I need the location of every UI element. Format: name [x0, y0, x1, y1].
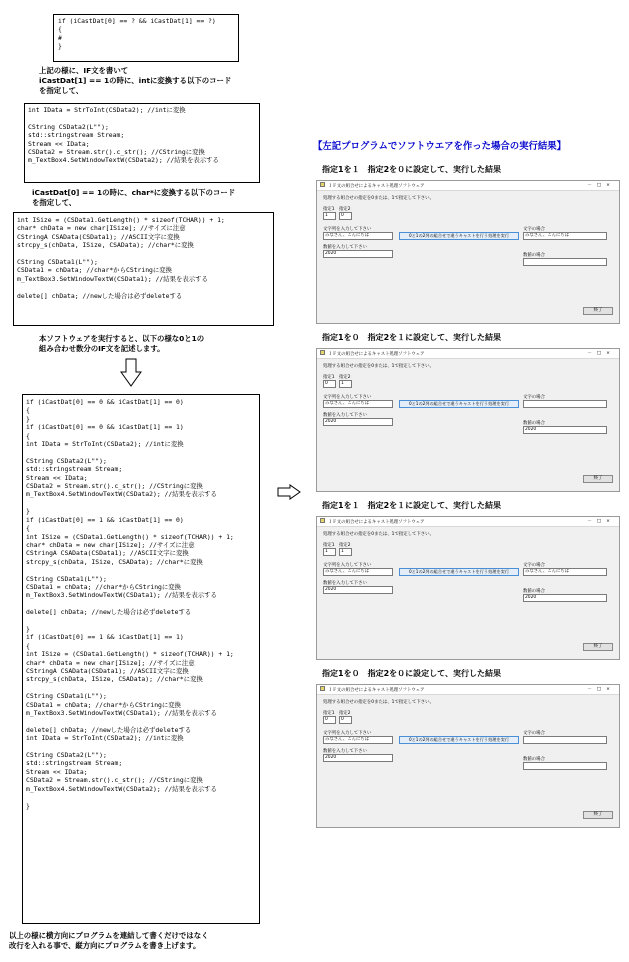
code-box-char-convert [13, 212, 274, 326]
int-result-label: 数値の場合 [523, 253, 545, 258]
int-result-field[interactable] [523, 258, 607, 266]
char-result-label: 文字の場合 [523, 395, 545, 400]
number-input[interactable]: 2020 [323, 250, 393, 258]
note-summary: 以上の様に横方向にプログラムを連結して書くだけではなく 改行を入れる事で、縦方向にプログラムを書き上げます。 [9, 931, 209, 950]
char-result-field[interactable] [523, 400, 607, 408]
app-window [316, 684, 620, 828]
number-input[interactable]: 2020 [323, 754, 393, 762]
spec1-input[interactable]: 0 [323, 716, 336, 724]
spec1-input[interactable]: 1 [323, 548, 336, 556]
instruction-label: 処理する組合せの指定を0または、1で指定して下さい。 [323, 700, 434, 705]
code-char-convert: int ISize = (CSData1.GetLength() * sizeof(TCHAR)) + 1; char* chData = new char[ISize]; //サイズに注意 CStringA CSAData(CSData1); //ASCII文字に変換 strcpy_s(chData, ISize, CSAData); //char*に変換 CString CSData1(L""); CSData1 = chData; //char*からCStringに変換 m_TextBox3.SetWindowTextW(CSData1); //結果を表示する delete[] chData; //newした場合は必ずdeleteする [17, 216, 225, 300]
spec2-label: 指定2 [339, 375, 351, 380]
result-case-title: 指定1を１ 指定2を０に設定して、実行した結果 [322, 165, 501, 174]
spec2-input[interactable]: 1 [339, 380, 352, 388]
app-icon [320, 518, 325, 523]
window-titlebar[interactable] [317, 349, 619, 359]
int-result-field[interactable]: 2020 [523, 594, 607, 602]
string-input-label: 文字列を入力して下さい [323, 731, 372, 736]
result-case-title: 指定1を０ 指定2を０に設定して、実行した結果 [322, 669, 501, 678]
spec2-label: 指定2 [339, 207, 351, 212]
result-case-title: 指定1を１ 指定2を１に設定して、実行した結果 [322, 501, 501, 510]
int-result-field[interactable] [523, 762, 607, 770]
note-int-instruction: 上記の様に、IF文を書いて iCastDat[1] == 1の時に、intに変換する以下のコード を指定して、 [39, 66, 232, 95]
spec1-input[interactable]: 0 [323, 380, 336, 388]
exit-button[interactable]: 終了 [583, 643, 613, 651]
app-icon [320, 182, 325, 187]
run-button[interactable]: 0と1の2列の組合せで違うキャストを行う処理を実行 [399, 232, 519, 240]
char-result-field[interactable]: みなさん、こんにちは [523, 568, 607, 576]
spec2-label: 指定2 [339, 543, 351, 548]
code-box-int-convert [24, 103, 260, 183]
code-box-combined [22, 394, 260, 924]
instruction-label: 処理する組合せの指定を0または、1で指定して下さい。 [323, 196, 434, 201]
spec1-label: 指定1 [323, 543, 335, 548]
string-input-label: 文字列を入力して下さい [323, 395, 372, 400]
spec2-input[interactable]: 0 [339, 716, 352, 724]
window-controls-icon[interactable]: －□× [587, 183, 615, 188]
char-result-label: 文字の場合 [523, 227, 545, 232]
window-controls-icon[interactable]: －□× [587, 351, 615, 356]
run-button[interactable]: 0と1の2列の組合せで違うキャストを行う処理を実行 [399, 568, 519, 576]
app-icon [320, 686, 325, 691]
exit-button[interactable]: 終了 [583, 475, 613, 483]
char-result-label: 文字の場合 [523, 563, 545, 568]
window-titlebar[interactable] [317, 517, 619, 527]
arrow-right-icon [277, 484, 301, 500]
spec1-label: 指定1 [323, 375, 335, 380]
number-input-label: 数値を入力して下さい [323, 413, 367, 418]
app-window [316, 180, 620, 324]
string-input[interactable]: みなさん、こんにちは [323, 568, 393, 576]
number-input-label: 数値を入力して下さい [323, 749, 367, 754]
char-result-field[interactable]: みなさん、こんにちは [523, 232, 607, 240]
spec2-label: 指定2 [339, 711, 351, 716]
app-window [316, 516, 620, 660]
results-heading: 【左記プログラムでソフトウエアを作った場合の実行結果】 [313, 141, 567, 152]
note-char-instruction: iCastDat[0] == 1の時に、char*に変換する以下のコード を指定して、 [32, 188, 236, 207]
window-controls-icon[interactable]: －□× [587, 687, 615, 692]
int-result-label: 数値の場合 [523, 421, 545, 426]
int-result-label: 数値の場合 [523, 757, 545, 762]
window-title: ＩＦ文の組合せによるキャスト処理ソフトウェア [328, 687, 425, 693]
string-input[interactable]: みなさん、こんにちは [323, 232, 393, 240]
result-case-title: 指定1を０ 指定2を１に設定して、実行した結果 [322, 333, 501, 342]
instruction-label: 処理する組合せの指定を0または、1で指定して下さい。 [323, 532, 434, 537]
window-title: ＩＦ文の組合せによるキャスト処理ソフトウェア [328, 183, 425, 189]
exit-button[interactable]: 終了 [583, 307, 613, 315]
run-button[interactable]: 0と1の2列の組合せで違うキャストを行う処理を実行 [399, 736, 519, 744]
int-result-label: 数値の場合 [523, 589, 545, 594]
window-titlebar[interactable] [317, 685, 619, 695]
note-combination: 本ソフトウェアを実行すると、以下の様な0と1の 組み合わせ数分のIF文を記述します。 [39, 334, 205, 353]
window-title: ＩＦ文の組合せによるキャスト処理ソフトウェア [328, 351, 425, 357]
exit-button[interactable]: 終了 [583, 811, 613, 819]
spec1-label: 指定1 [323, 711, 335, 716]
number-input[interactable]: 2020 [323, 586, 393, 594]
number-input-label: 数値を入力して下さい [323, 245, 367, 250]
number-input-label: 数値を入力して下さい [323, 581, 367, 586]
app-window [316, 348, 620, 492]
spec2-input[interactable]: 1 [339, 548, 352, 556]
spec1-label: 指定1 [323, 207, 335, 212]
app-icon [320, 350, 325, 355]
run-button[interactable]: 0と1の2列の組合せで違うキャストを行う処理を実行 [399, 400, 519, 408]
instruction-label: 処理する組合せの指定を0または、1で指定して下さい。 [323, 364, 434, 369]
char-result-label: 文字の場合 [523, 731, 545, 736]
spec2-input[interactable]: 0 [339, 212, 352, 220]
char-result-field[interactable] [523, 736, 607, 744]
code-int-convert: int IData = StrToInt(CSData2); //intに変換 CString CSData2(L""); std::stringstream Stream; Stream << IData; CSData2 = Stream.str().c_str(); //CStringに変換 m_TextBox4.SetWindowTextW(CSData2); //結果を表示する [28, 106, 219, 165]
int-result-field[interactable]: 2020 [523, 426, 607, 434]
code-box-top-if [53, 14, 239, 62]
number-input[interactable]: 2020 [323, 418, 393, 426]
window-controls-icon[interactable]: －□× [587, 519, 615, 524]
string-input[interactable]: みなさん、こんにちは [323, 400, 393, 408]
arrow-down-icon [120, 358, 142, 388]
string-input-label: 文字列を入力して下さい [323, 227, 372, 232]
code-combined: if (iCastDat[0] == 0 && iCastDat[1] == 0) { } if (iCastDat[0] == 0 && iCastDat[1] == 1) { int IData = StrToInt(CSData2); //intに変換 CString CSData2(L""); std::stringstream Stream; Stream << IData; CSData2 = Stream.str().c_str(); //CStringに変換 m_TextBox4.SetWindowTextW(CSData2); //結果を表示する } if (iCastDat[0] == 1 && iCastDat[1] == 0) { int ISize = (CSData1.GetLength() * sizeof(TCHAR)) + 1; char* chData = new char[ISize]; //サイズに注意 CStringA CSAData(CSData1); //ASCII文字に変換 strcpy_s(chData, ISize, CSAData); //char*に変換 CString CSData1(L""); CSData1 = chData; //char*からCStringに変換 m_TextBox3.SetWindowTextW(CSData1); //結果を表示する delete[] chData; //newした場合は必ずdeleteする } if (iCastDat[0] == 1 && iCastDat[1] == 1) { int ISize = (CSData1.GetLength() * sizeof(TCHAR)) + 1; char* chData = new char[ISize]; //サイズに注意 CStringA CSAData(CSData1); //ASCII文字に変換 strcpy_s(chData, ISize, CSAData); //char*に変換 CString CSData1(L""); CSData1 = chData; //char*からCStringに変換 m_TextBox3.SetWindowTextW(CSData1); //結果を表示する delete[] chData; //newした場合は必ずdeleteする int IData = StrToInt(CSData2); //intに変換 CString CSData2(L""); std::stringstream Stream; Stream << IData; CSData2 = Stream.str().c_str(); //CStringに変換 m_TextBox4.SetWindowTextW(CSData2); //結果を表示する } [26, 398, 234, 810]
code-top-if: if (iCastDat[0] == ? && iCastDat[1] == ?) { # } [58, 17, 216, 51]
window-titlebar[interactable] [317, 181, 619, 191]
string-input[interactable]: みなさん、こんにちは [323, 736, 393, 744]
string-input-label: 文字列を入力して下さい [323, 563, 372, 568]
spec1-input[interactable]: 1 [323, 212, 336, 220]
window-title: ＩＦ文の組合せによるキャスト処理ソフトウェア [328, 519, 425, 525]
